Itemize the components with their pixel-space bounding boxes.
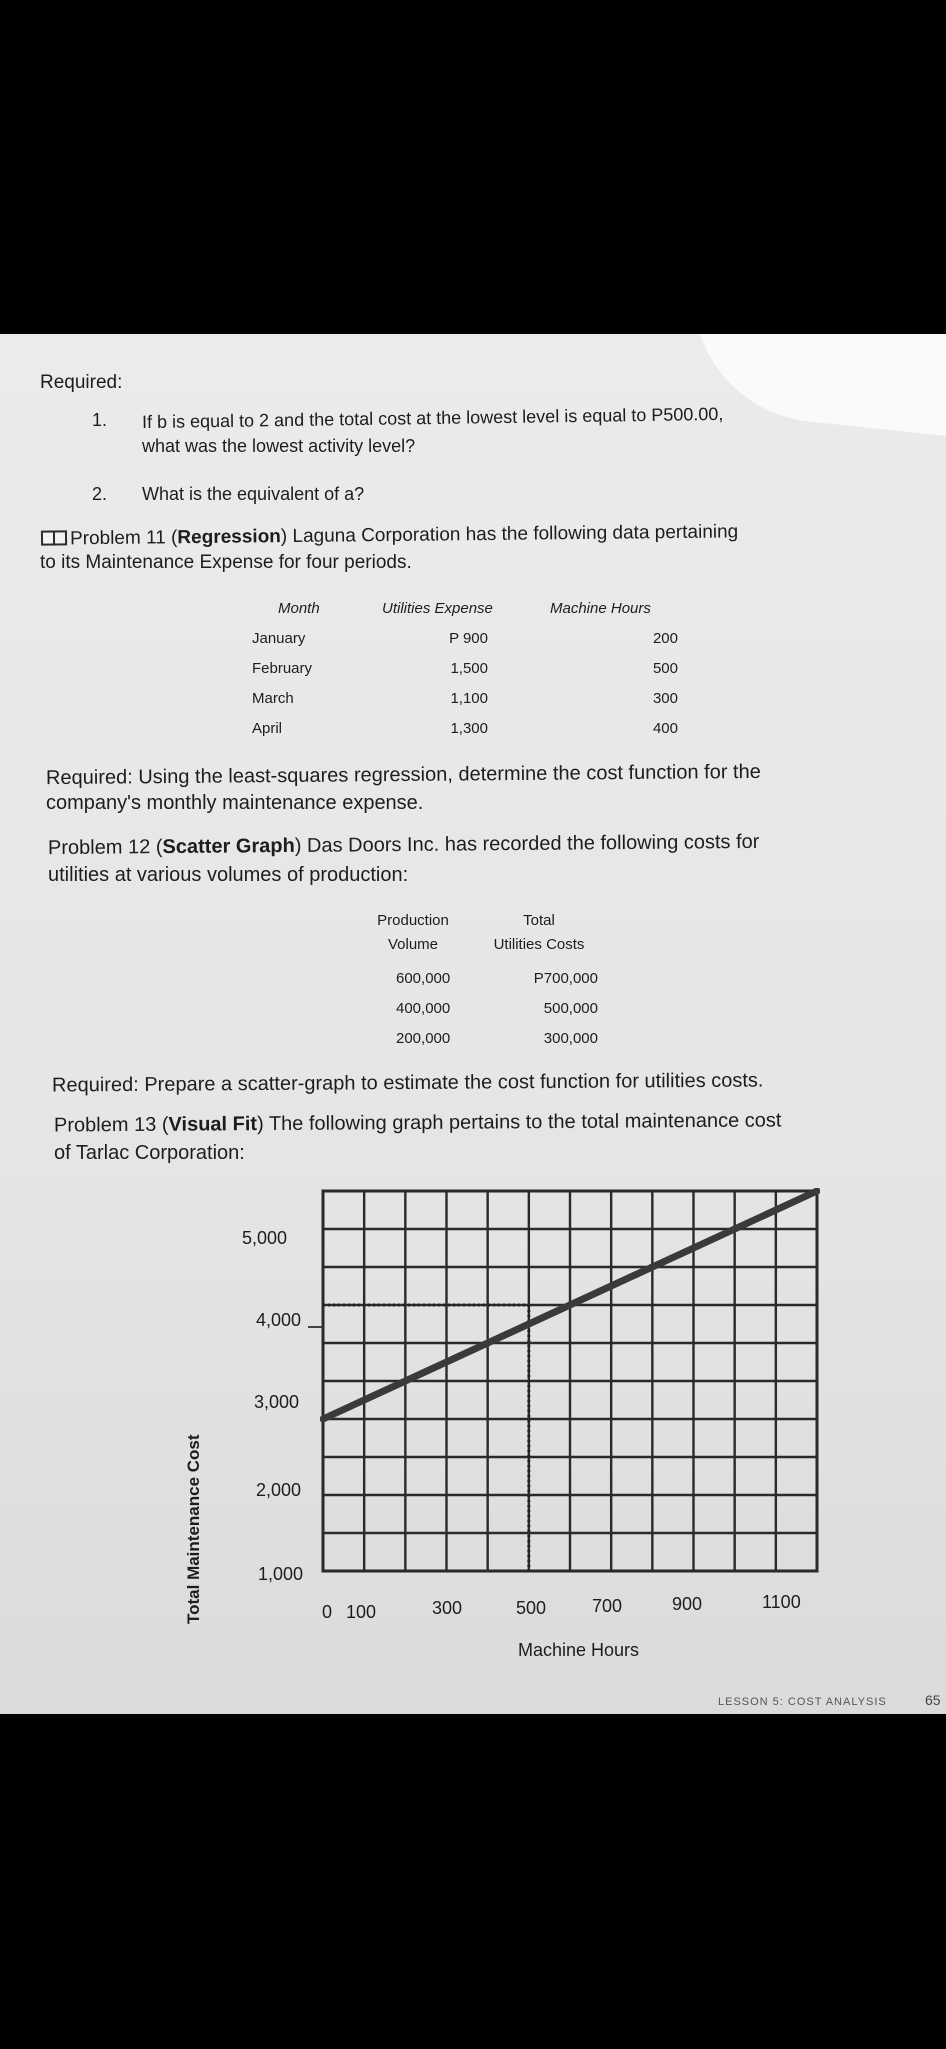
x-tick-700: 700	[592, 1596, 623, 1616]
y-tick-4000: 4,000	[256, 1310, 302, 1330]
y-tick-5000: 5,000	[242, 1228, 288, 1248]
p11-row1-hours: 200	[652, 630, 678, 647]
q1-number: 1.	[92, 410, 108, 430]
p12-col-production-2: Volume	[387, 936, 439, 953]
p12-row2-cost: 500,000	[543, 1000, 598, 1017]
p11-row4-month: April	[252, 720, 283, 737]
p11-post: ) Laguna Corporation has the following data pertaining	[280, 521, 739, 548]
x-tick-300: 300	[432, 1598, 463, 1618]
p11-row1-month: January	[252, 630, 306, 647]
p12-col-total-2: Utilities Costs	[493, 936, 585, 953]
required-heading: Required:	[40, 372, 123, 393]
p13-bold: Visual Fit	[168, 1113, 258, 1136]
x-axis-title: Machine Hours	[518, 1640, 640, 1660]
y-axis-title: Total Maintenance Cost	[184, 1434, 203, 1624]
book-icon	[40, 527, 68, 547]
x-tick-500: 500	[516, 1598, 547, 1618]
p11-row3-utilities: 1,100	[450, 690, 488, 707]
p12-bold: Scatter Graph	[162, 834, 295, 859]
p12-row1-cost: P700,000	[533, 970, 598, 987]
p11-required-line2: company's monthly maintenance expense.	[46, 792, 424, 814]
p11-col-machine-hours: Machine Hours	[550, 600, 651, 617]
y-tick-1000: 1,000	[258, 1564, 304, 1584]
p11-required-line1: Required: Using the least-squares regression, determine the cost function for the	[45, 760, 761, 790]
p12-row3-cost: 300,000	[543, 1030, 598, 1047]
p11-bold: Regression	[177, 526, 281, 549]
p11-row2-utilities: 1,500	[450, 660, 488, 677]
p12-pre: Problem 12 (	[47, 836, 163, 860]
p11-col-utilities: Utilities Expense	[382, 600, 493, 617]
q2-number: 2.	[92, 484, 108, 504]
p11-row2-month: February	[252, 660, 313, 677]
p13-line1	[54, 1109, 782, 1137]
q1-line1: If b is equal to 2 and the total cost at the lowest level is equal to P500.00,	[141, 403, 724, 433]
p12-required: Required: Prepare a scatter-graph to estimate the cost function for utilities costs.	[51, 1069, 764, 1097]
q2-text: What is the equivalent of a?	[142, 484, 365, 504]
p11-row1-utilities: P 900	[449, 630, 488, 647]
x-tick-900: 900	[672, 1594, 703, 1614]
p12-row3-volume: 200,000	[396, 1030, 451, 1047]
document-page	[0, 334, 946, 1714]
p11-row4-hours: 400	[652, 720, 678, 737]
y-tick-2000: 2,000	[256, 1480, 302, 1500]
p12-col-total-1: Total	[523, 912, 555, 929]
page-number: 65	[925, 1692, 941, 1708]
p12-row2-volume: 400,000	[396, 1000, 451, 1017]
p12-line2: utilities at various volumes of production:	[48, 864, 409, 886]
p12-row1-volume: 600,000	[396, 970, 451, 987]
p11-line2: to its Maintenance Expense for four periods.	[40, 552, 412, 573]
x-tick-100: 100	[346, 1602, 377, 1622]
p13-pre: Problem 13 (	[53, 1113, 169, 1137]
q1-line2: what was the lowest activity level?	[142, 436, 416, 456]
footer-lesson: LESSON 5: COST ANALYSIS	[718, 1696, 887, 1708]
p12-col-production-1: Production	[377, 912, 449, 929]
chart-dotted-guides	[323, 1305, 529, 1571]
p13-post: ) The following graph pertains to the total maintenance cost	[256, 1109, 782, 1136]
p13-line2: of Tarlac Corporation:	[54, 1142, 245, 1164]
p11-col-month: Month	[278, 600, 320, 617]
y-tick-3000: 3,000	[254, 1392, 300, 1412]
x-tick-0: 0	[322, 1602, 333, 1622]
p11-row2-hours: 500	[652, 660, 678, 677]
p11-pre: Problem 11 (	[69, 527, 178, 550]
x-tick-1100: 1100	[762, 1592, 801, 1612]
p11-row3-month: March	[252, 690, 294, 707]
chart-plot-area	[320, 1188, 820, 1574]
p11-line1	[40, 520, 738, 550]
p11-row4-utilities: 1,300	[450, 720, 488, 737]
p12-line1	[48, 831, 760, 860]
p11-row3-hours: 300	[652, 690, 678, 707]
p12-post: ) Das Doors Inc. has recorded the following costs for	[294, 830, 760, 857]
